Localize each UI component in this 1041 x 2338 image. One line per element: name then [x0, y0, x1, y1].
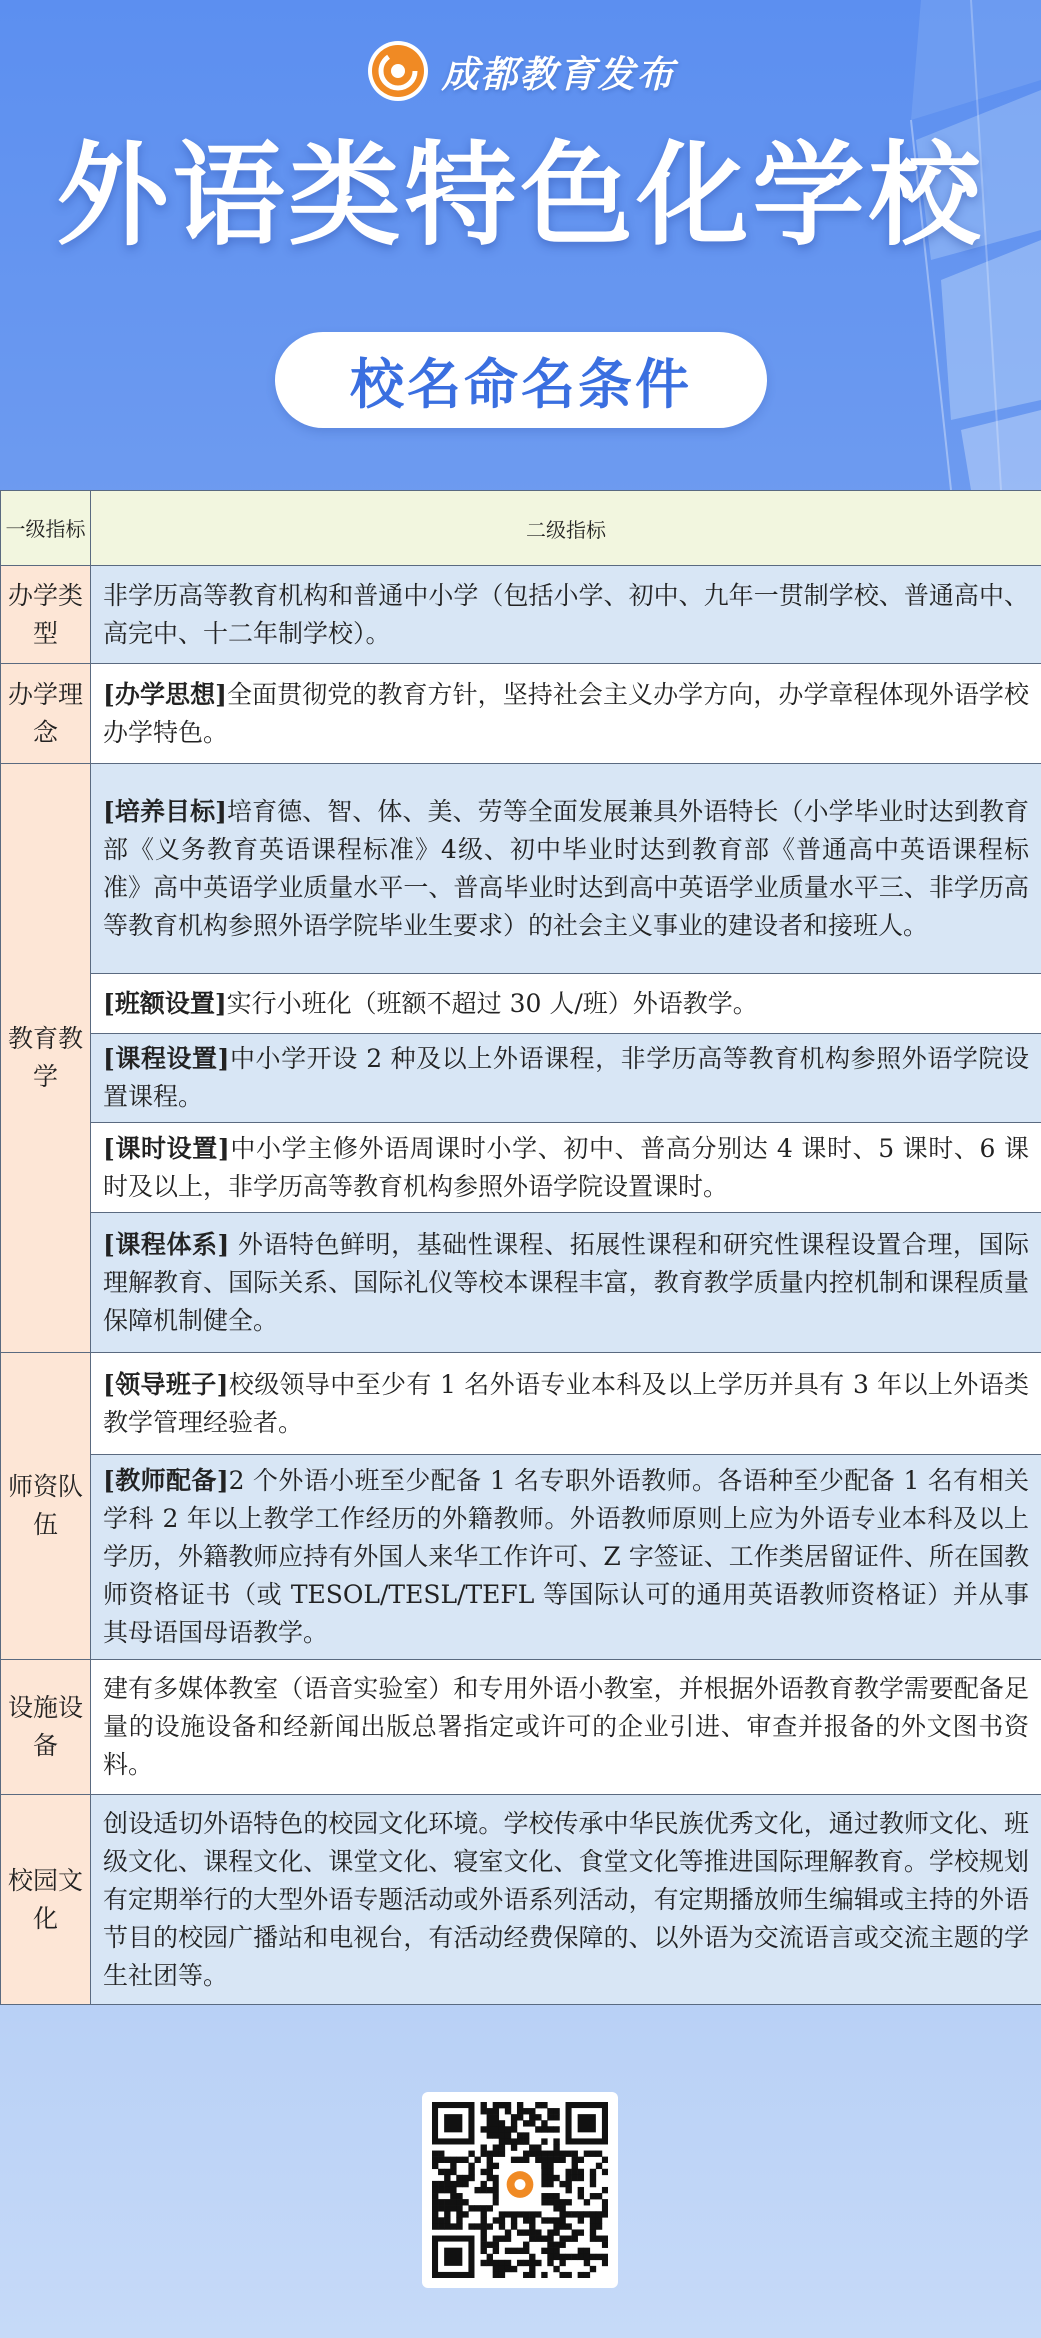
criterion-cell	[91, 764, 1041, 974]
category-cell: 教育教学	[1, 764, 91, 1353]
criterion-text: 2 个外语小班至少配备 1 名专职外语教师。各语种至少配备 1 名有相关学科 2 年以上教学工作经历的外籍教师。外语教师原则上应为外语专业本科及以上学历，外籍教师应持有外国人来华工作许可、Z 字签证、工作类居留证件、所在国教师资格证书（或 TESOL/TESL/TEFL 等国际认可的通用英语教师资格证）并从事其母语国母语教学。	[103, 1466, 1029, 1647]
criterion-text: 全面贯彻党的教育方针，坚持社会主义办学方向，办学章程体现外语学校办学特色。	[103, 679, 1029, 747]
criterion-cell	[91, 1123, 1041, 1213]
table-row	[1, 974, 1041, 1034]
criterion-tag: [课程体系]	[103, 1229, 230, 1259]
table-row	[1, 566, 1041, 664]
qr-code[interactable]	[422, 2092, 618, 2288]
table-row	[1, 764, 1041, 974]
criterion-cell	[91, 1213, 1041, 1353]
criterion-tag: [班额设置]	[103, 988, 227, 1018]
category-cell: 办学类型	[1, 566, 91, 664]
criterion-cell	[91, 1795, 1041, 2005]
qr-code-image	[432, 2102, 608, 2278]
criterion-cell	[91, 974, 1041, 1034]
category-cell: 师资队伍	[1, 1353, 91, 1660]
table-row	[1, 1455, 1041, 1660]
criterion-text: 建有多媒体教室（语音实验室）和专用外语小教室，并根据外语教育教学需要配备足量的设施设备和经新闻出版总署指定或许可的企业引进、审查并报备的外文图书资料。	[103, 1674, 1029, 1779]
header-level1: 一级指标	[1, 491, 91, 566]
criterion-tag: [课程设置]	[103, 1044, 230, 1073]
table-row	[1, 1034, 1041, 1123]
criterion-tag: [教师配备]	[103, 1466, 229, 1495]
page-subtitle: 校名命名条件	[350, 352, 692, 416]
category-cell: 校园文化	[1, 1795, 91, 2005]
table-row	[1, 1213, 1041, 1353]
criterion-cell	[91, 664, 1041, 764]
table-row	[1, 1795, 1041, 2005]
chengdu-education-logo-icon	[366, 39, 430, 103]
subtitle-pill	[275, 332, 767, 428]
criterion-text: 外语特色鲜明，基础性课程、拓展性课程和研究性课程设置合理，国际理解教育、国际关系、国际礼仪等校本课程丰富，教育教学质量内控机制和课程质量保障机制健全。	[103, 1229, 1029, 1335]
brand-name: 成都教育发布	[441, 53, 676, 96]
table-row	[1, 1353, 1041, 1455]
criteria-table	[0, 490, 1041, 2005]
table-row	[1, 664, 1041, 764]
criterion-text: 非学历高等教育机构和普通中小学（包括小学、初中、九年一贯制学校、普通高中、高完中、十二年制学校）。	[103, 580, 1029, 648]
criterion-text: 中小学主修外语周课时小学、初中、普高分别达 4 课时、5 课时、6 课时及以上，非学历高等教育机构参照外语学院设置课时。	[103, 1133, 1029, 1201]
criterion-text: 创设适切外语特色的校园文化环境。学校传承中华民族优秀文化，通过教师文化、班级文化、课程文化、课堂文化、寝室文化、食堂文化等推进国际理解教育。学校规划有定期举行的大型外语专题活动或外语系列活动，有定期播放师生编辑或主持的外语节目的校园广播站和电视台，有活动经费保障的、以外语为交流语言或交流主题的学生社团等。	[103, 1808, 1029, 1990]
criterion-cell	[91, 1034, 1041, 1123]
criterion-text: 培育德、智、体、美、劳等全面发展兼具外语特长（小学毕业时达到教育部《义务教育英语课程标准》4级、初中毕业时达到教育部《普通高中英语课程标准》高中英语学业质量水平一、普高毕业时达到高中英语学业质量水平三、非学历高等教育机构参照外语学院毕业生要求）的社会主义事业的建设者和接班人。	[103, 796, 1029, 940]
criterion-cell	[91, 1353, 1041, 1455]
criterion-tag: [办学思想]	[103, 679, 227, 709]
header-level2: 二级指标	[91, 491, 1041, 566]
category-cell: 设施设备	[1, 1660, 91, 1795]
brand-bar	[0, 36, 1041, 106]
criterion-cell	[91, 566, 1041, 664]
criterion-tag: [课时设置]	[103, 1133, 230, 1163]
header	[0, 0, 1041, 490]
table-row	[1, 1123, 1041, 1213]
criterion-cell	[91, 1455, 1041, 1660]
page-title: 外语类特色化学校	[56, 131, 985, 261]
table-row	[1, 1660, 1041, 1795]
criterion-tag: [培养目标]	[103, 796, 227, 826]
criterion-text: 实行小班化（班额不超过 30 人/班）外语教学。	[226, 988, 758, 1018]
table-header-row	[1, 491, 1041, 566]
criterion-text: 校级领导中至少有 1 名外语专业本科及以上学历并具有 3 年以上外语类教学管理经验者。	[103, 1369, 1029, 1437]
criterion-tag: [领导班子]	[103, 1369, 229, 1399]
category-cell: 办学理念	[1, 664, 91, 764]
criterion-cell	[91, 1660, 1041, 1795]
criterion-text: 中小学开设 2 种及以上外语课程，非学历高等教育机构参照外语学院设置课程。	[103, 1044, 1029, 1111]
